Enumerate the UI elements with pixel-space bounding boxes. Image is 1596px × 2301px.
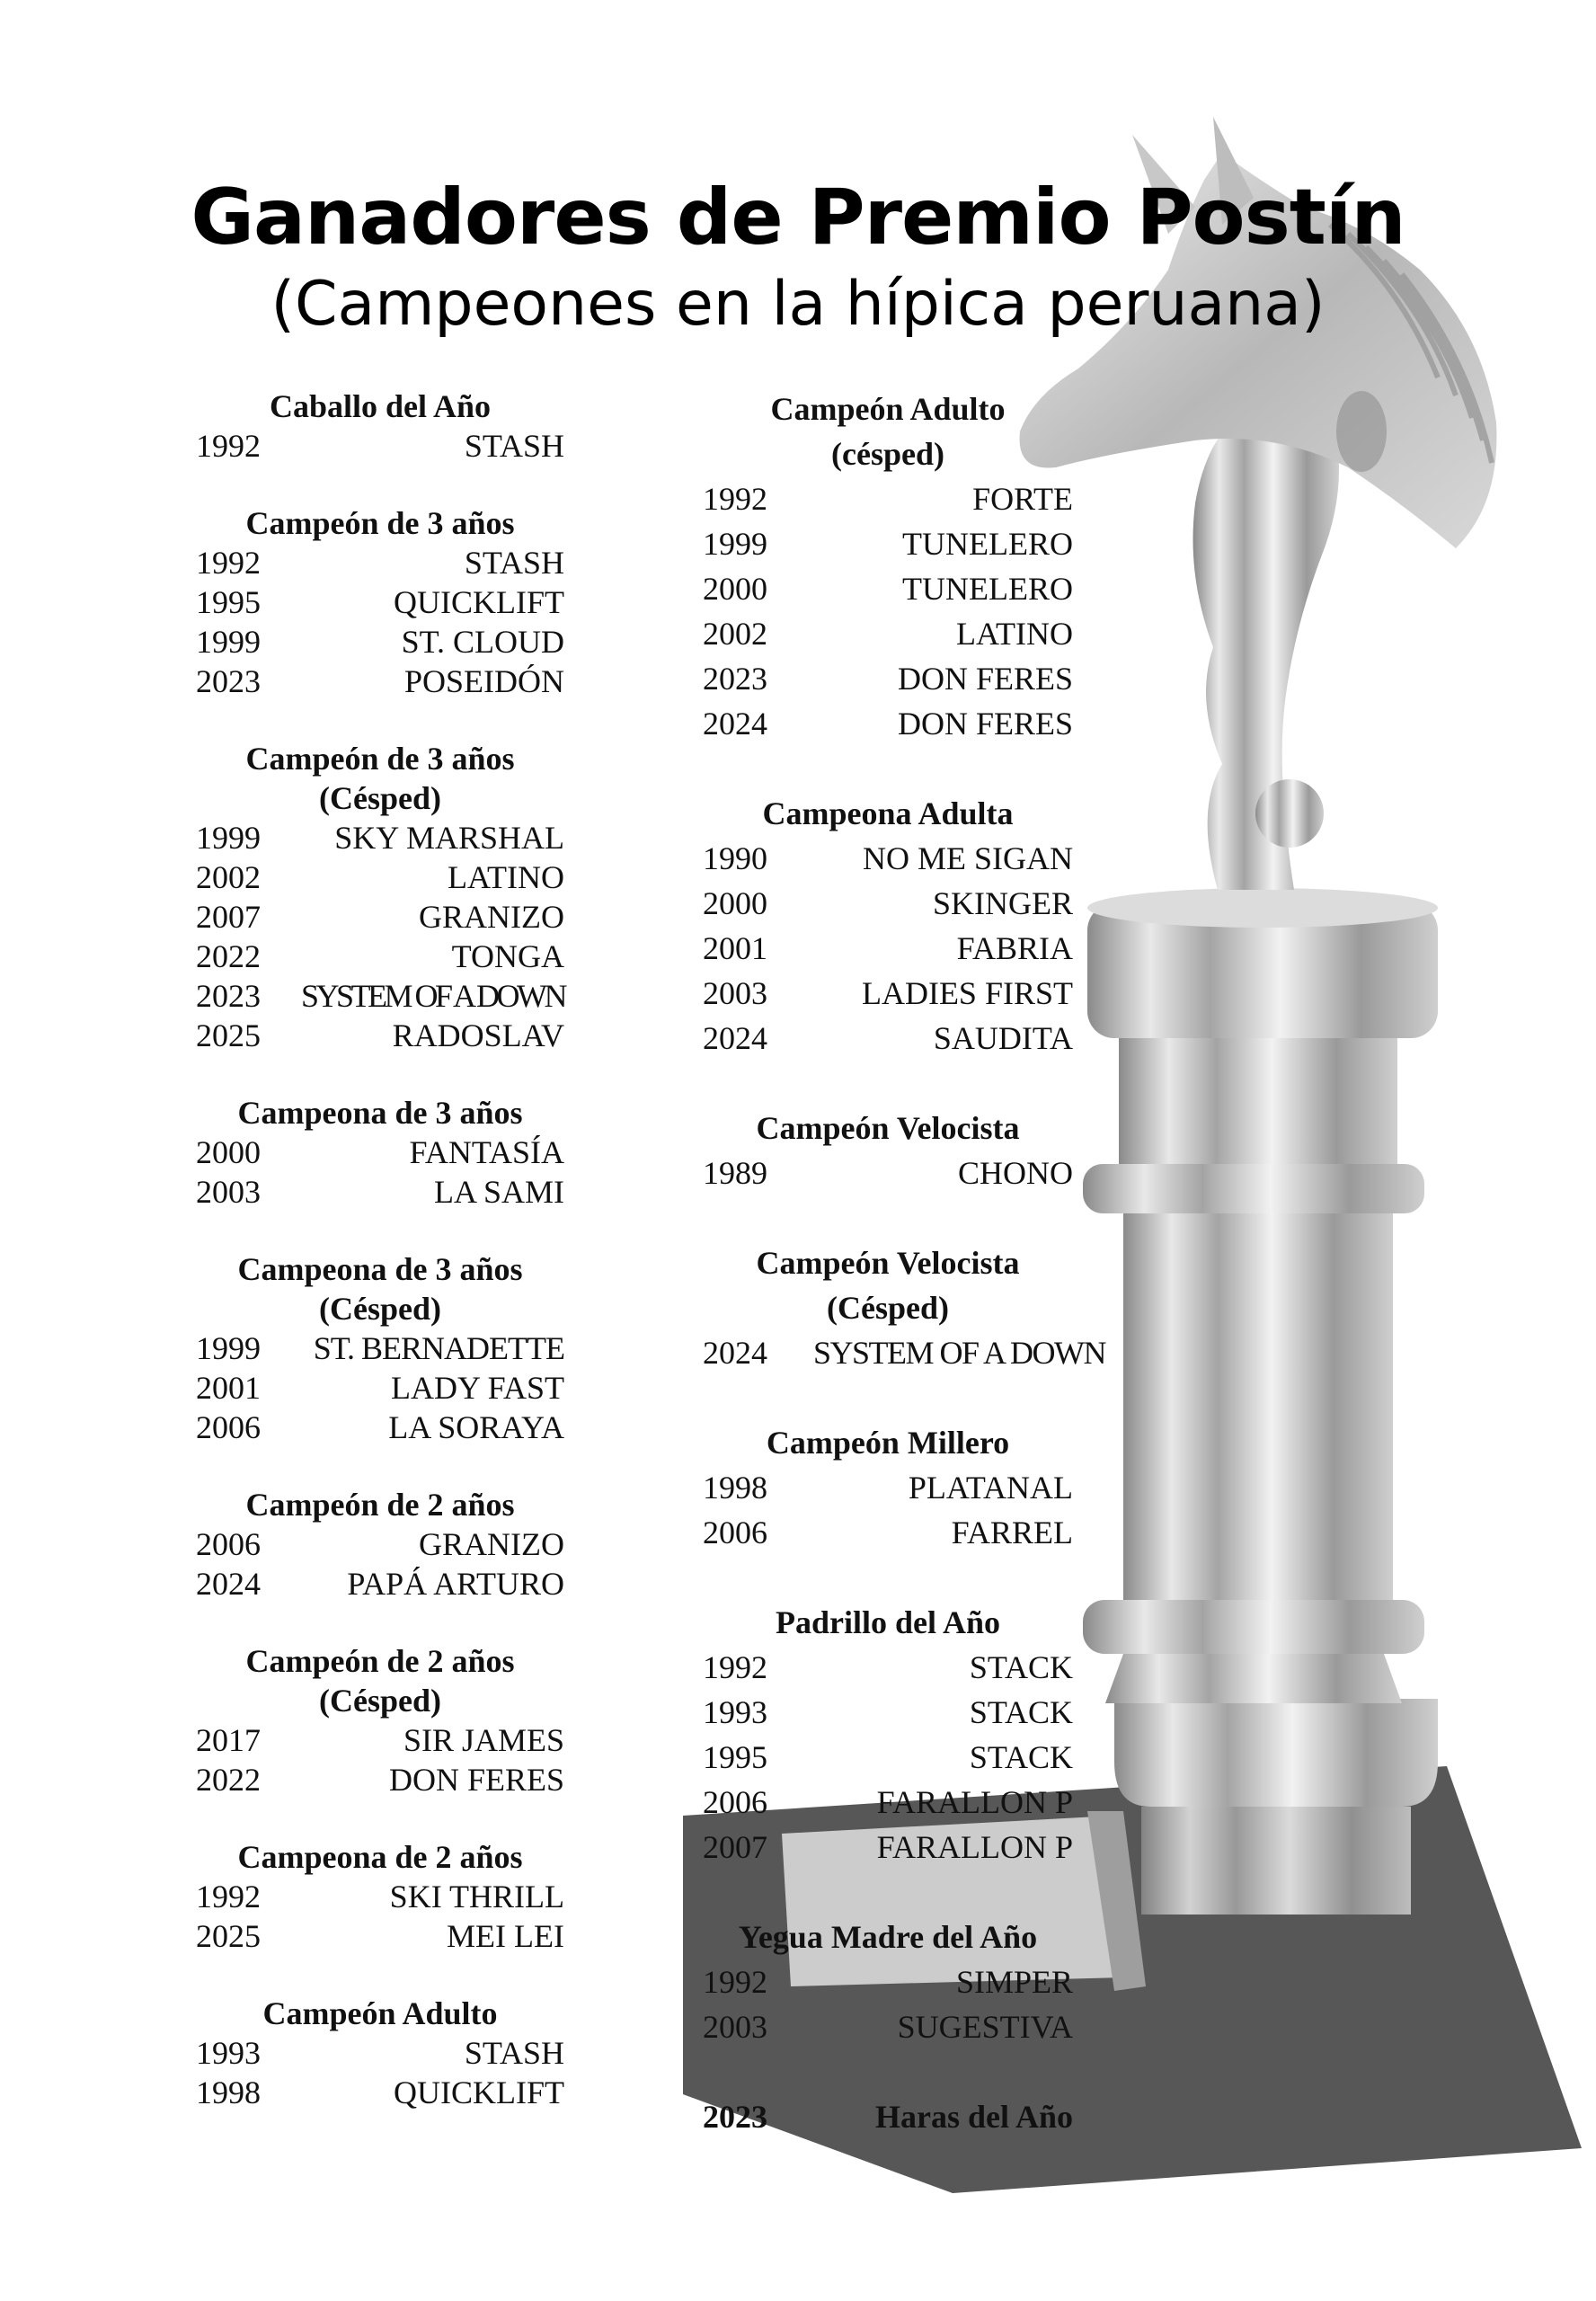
year: 1992 (703, 1964, 767, 2000)
year: 1992 (196, 428, 261, 464)
section-title: Campeona de 3 años (237, 1095, 523, 1131)
year: 1993 (196, 2035, 261, 2071)
year: 2002 (196, 859, 261, 895)
list-item (703, 926, 1073, 971)
list-item (196, 1877, 564, 1916)
horse-name: LADIES FIRST (861, 975, 1073, 1011)
list-item (703, 881, 1073, 926)
year: 1989 (703, 1155, 767, 1191)
list-item (703, 1825, 1073, 1870)
list-item (196, 1760, 564, 1799)
horse-name: PAPÁ ARTURO (347, 1566, 564, 1602)
year: 2023 (703, 661, 767, 697)
year: 2000 (703, 885, 767, 921)
year: 2007 (703, 1829, 767, 1865)
list-item (703, 971, 1073, 1016)
list-item (703, 476, 1073, 521)
year: 2025 (196, 1918, 261, 1954)
year: 2023 (196, 978, 261, 1014)
horse-name: CHONO (957, 1155, 1073, 1191)
section-caballo-del-ano (196, 386, 564, 466)
year: 2025 (196, 1017, 261, 1053)
list-item (703, 611, 1073, 656)
horse-name: GRANIZO (419, 1526, 564, 1562)
list-item (196, 1172, 564, 1212)
section-campeona-2-anos (196, 1837, 564, 1956)
section-title: Campeón Velocista (756, 1110, 1020, 1146)
horse-name: STASH (464, 2035, 564, 2071)
horse-name: FARALLON P (876, 1784, 1073, 1820)
year: 2001 (196, 1370, 261, 1406)
year: 1995 (196, 584, 261, 620)
horse-name: LATINO (448, 859, 564, 895)
section-campeon-adulto-cesped (703, 386, 1073, 746)
list-item (196, 622, 564, 662)
section-title: Campeona Adulta (762, 795, 1014, 831)
year: 2007 (196, 899, 261, 935)
year: 2006 (703, 1784, 767, 1820)
list-item (196, 2073, 564, 2112)
section-campeon-velocista-cesped (703, 1240, 1105, 1375)
year: 1999 (196, 624, 261, 660)
horse-name: DON FERES (897, 661, 1073, 697)
horse-name: POSEIDÓN (403, 663, 564, 699)
year: 1998 (703, 1470, 767, 1506)
year: 1992 (196, 545, 261, 581)
list-item (196, 857, 564, 897)
horse-name: FORTE (972, 481, 1073, 517)
year: 1999 (196, 820, 261, 856)
list-item (196, 1524, 564, 1564)
horse-name: ST. BERNADETTE (313, 1330, 564, 1366)
year: 2006 (196, 1526, 261, 1562)
horse-name: STACK (969, 1739, 1073, 1775)
list-item (196, 543, 564, 582)
list-item (196, 1916, 564, 1956)
horse-name: STASH (464, 545, 564, 581)
section-title: Campeón de 2 años (Césped) (245, 1643, 515, 1719)
year: 2024 (703, 1335, 767, 1371)
year: 2006 (703, 1515, 767, 1550)
year: 1995 (703, 1739, 767, 1775)
year: 2017 (196, 1722, 261, 1758)
horse-name: TUNELERO (902, 571, 1073, 607)
list-item (196, 1408, 564, 1447)
horse-name: SUGESTIVA (897, 2009, 1073, 2045)
list-item (196, 426, 564, 466)
horse-name: QUICKLIFT (394, 584, 564, 620)
horse-name: SYSTEM OF A DOWN (812, 1335, 1105, 1371)
horse-name: RADOSLAV (392, 1017, 564, 1053)
horse-name: STASH (464, 428, 564, 464)
section-title: Campeón Adulto (262, 1995, 498, 2031)
year: 2003 (703, 2009, 767, 2045)
section-title: Campeón Velocista (Césped) (756, 1245, 1020, 1326)
horse-name: LA SORAYA (388, 1409, 564, 1445)
list-item (196, 937, 564, 976)
list-item (196, 1133, 564, 1172)
horse-name: GRANIZO (419, 899, 564, 935)
year: 1992 (703, 481, 767, 517)
list-item (703, 1690, 1073, 1735)
list-item (196, 2033, 564, 2073)
section-campeona-3-anos-cesped (196, 1249, 564, 1447)
section-yegua-madre-del-ano (703, 1915, 1073, 2049)
horse-name: STACK (969, 1694, 1073, 1730)
horse-name: SAUDITA (933, 1020, 1073, 1056)
horse-name: TONGA (451, 938, 564, 974)
list-item (196, 976, 564, 1016)
section-title: Campeón Adulto (césped) (770, 391, 1006, 472)
section-campeon-3-anos-cesped (196, 739, 564, 1055)
section-campeona-adulta (703, 791, 1073, 1061)
year: 2003 (196, 1174, 261, 1210)
section-padrillo-del-ano (703, 1600, 1073, 1870)
section-campeon-3-anos (196, 503, 564, 701)
horse-name: STACK (969, 1649, 1073, 1685)
list-item (703, 1735, 1073, 1780)
year: 2024 (196, 1566, 261, 1602)
horse-name: SIMPER (955, 1964, 1073, 2000)
year: 1990 (703, 840, 767, 876)
year: 2024 (703, 706, 767, 742)
section-title: Campeón de 3 años (Césped) (245, 741, 515, 816)
section-title: Campeón de 3 años (245, 505, 515, 541)
list-item (703, 1780, 1073, 1825)
horse-name: DON FERES (388, 1762, 564, 1798)
list-item (703, 701, 1073, 746)
horse-name: TUNELERO (902, 526, 1073, 562)
year: 2000 (703, 571, 767, 607)
list-item (703, 2004, 1073, 2049)
horse-name: SKINGER (932, 885, 1073, 921)
section-title: Caballo del Año (269, 388, 492, 424)
section-campeon-millero (703, 1420, 1073, 1555)
section-title: Campeona de 3 años (Césped) (237, 1251, 523, 1327)
year: 2000 (196, 1134, 261, 1170)
list-item (703, 1959, 1073, 2004)
horse-name: SKY MARSHAL (334, 820, 564, 856)
horse-name: SYSTEM OF A DOWN (300, 978, 564, 1014)
year: 2003 (703, 975, 767, 1011)
list-item (196, 897, 564, 937)
list-item (703, 1016, 1073, 1061)
section-title: Padrillo del Año (775, 1604, 1001, 1640)
year: 2022 (196, 938, 261, 974)
year: 2024 (703, 1020, 767, 1056)
year: 2001 (703, 930, 767, 966)
horse-name: NO ME SIGAN (863, 840, 1073, 876)
horse-name: PLATANAL (908, 1470, 1073, 1506)
list-item (703, 656, 1073, 701)
list-item (196, 1564, 564, 1604)
horse-name: LA SAMI (433, 1174, 564, 1210)
horse-name: MEI LEI (447, 1918, 564, 1954)
year: 1999 (196, 1330, 261, 1366)
section-haras-del-ano (703, 2094, 1073, 2139)
list-item (703, 1330, 1105, 1375)
list-item (196, 1016, 564, 1055)
section-title: Campeona de 2 años (237, 1839, 523, 1875)
year: 1998 (196, 2074, 261, 2110)
page-subtitle: (Campeones en la hípica peruana) (270, 269, 1326, 340)
page-title: Ganadores de Premio Postín (191, 173, 1405, 262)
section-campeona-3-anos (196, 1093, 564, 1212)
year: 1992 (196, 1879, 261, 1915)
left-column (196, 386, 564, 2112)
list-item (703, 566, 1073, 611)
horse-name: ST. CLOUD (401, 624, 564, 660)
section-title: Campeón Millero (766, 1425, 1010, 1461)
horse-name: SKI THRILL (389, 1879, 564, 1915)
horse-name: QUICKLIFT (394, 2074, 564, 2110)
right-column (703, 386, 1105, 2139)
year: 2006 (196, 1409, 261, 1445)
horse-name: FARALLON P (876, 1829, 1073, 1865)
horse-name: FANTASÍA (409, 1134, 564, 1170)
horse-name: FABRIA (956, 930, 1073, 966)
section-campeon-2-anos-cesped (196, 1641, 564, 1799)
horse-name: LADY FAST (390, 1370, 564, 1406)
year: 1993 (703, 1694, 767, 1730)
list-item (703, 1150, 1073, 1195)
section-campeon-adulto (196, 1994, 564, 2112)
year: 2023 (703, 2099, 767, 2135)
list-item (196, 1368, 564, 1408)
horse-name: LATINO (956, 616, 1073, 652)
year: 2022 (196, 1762, 261, 1798)
section-campeon-velocista (703, 1106, 1073, 1195)
list-item (196, 1328, 564, 1368)
list-item (703, 1645, 1073, 1690)
list-item (196, 662, 564, 701)
list-item (703, 2094, 1073, 2139)
year: 1992 (703, 1649, 767, 1685)
list-item (703, 1510, 1073, 1555)
section-title: Yegua Madre del Año (738, 1919, 1038, 1955)
year: 2002 (703, 616, 767, 652)
list-item (196, 818, 564, 857)
list-item (196, 582, 564, 622)
list-item (703, 836, 1073, 881)
horse-name: DON FERES (897, 706, 1073, 742)
horse-name: SIR JAMES (403, 1722, 564, 1758)
list-item (196, 1720, 564, 1760)
section-campeon-2-anos (196, 1485, 564, 1604)
list-item (703, 521, 1073, 566)
section-title: Campeón de 2 años (245, 1487, 515, 1523)
award-name: Haras del Año (874, 2099, 1073, 2135)
list-item (703, 1465, 1073, 1510)
year: 1999 (703, 526, 767, 562)
horse-name: FARREL (951, 1515, 1073, 1550)
year: 2023 (196, 663, 261, 699)
